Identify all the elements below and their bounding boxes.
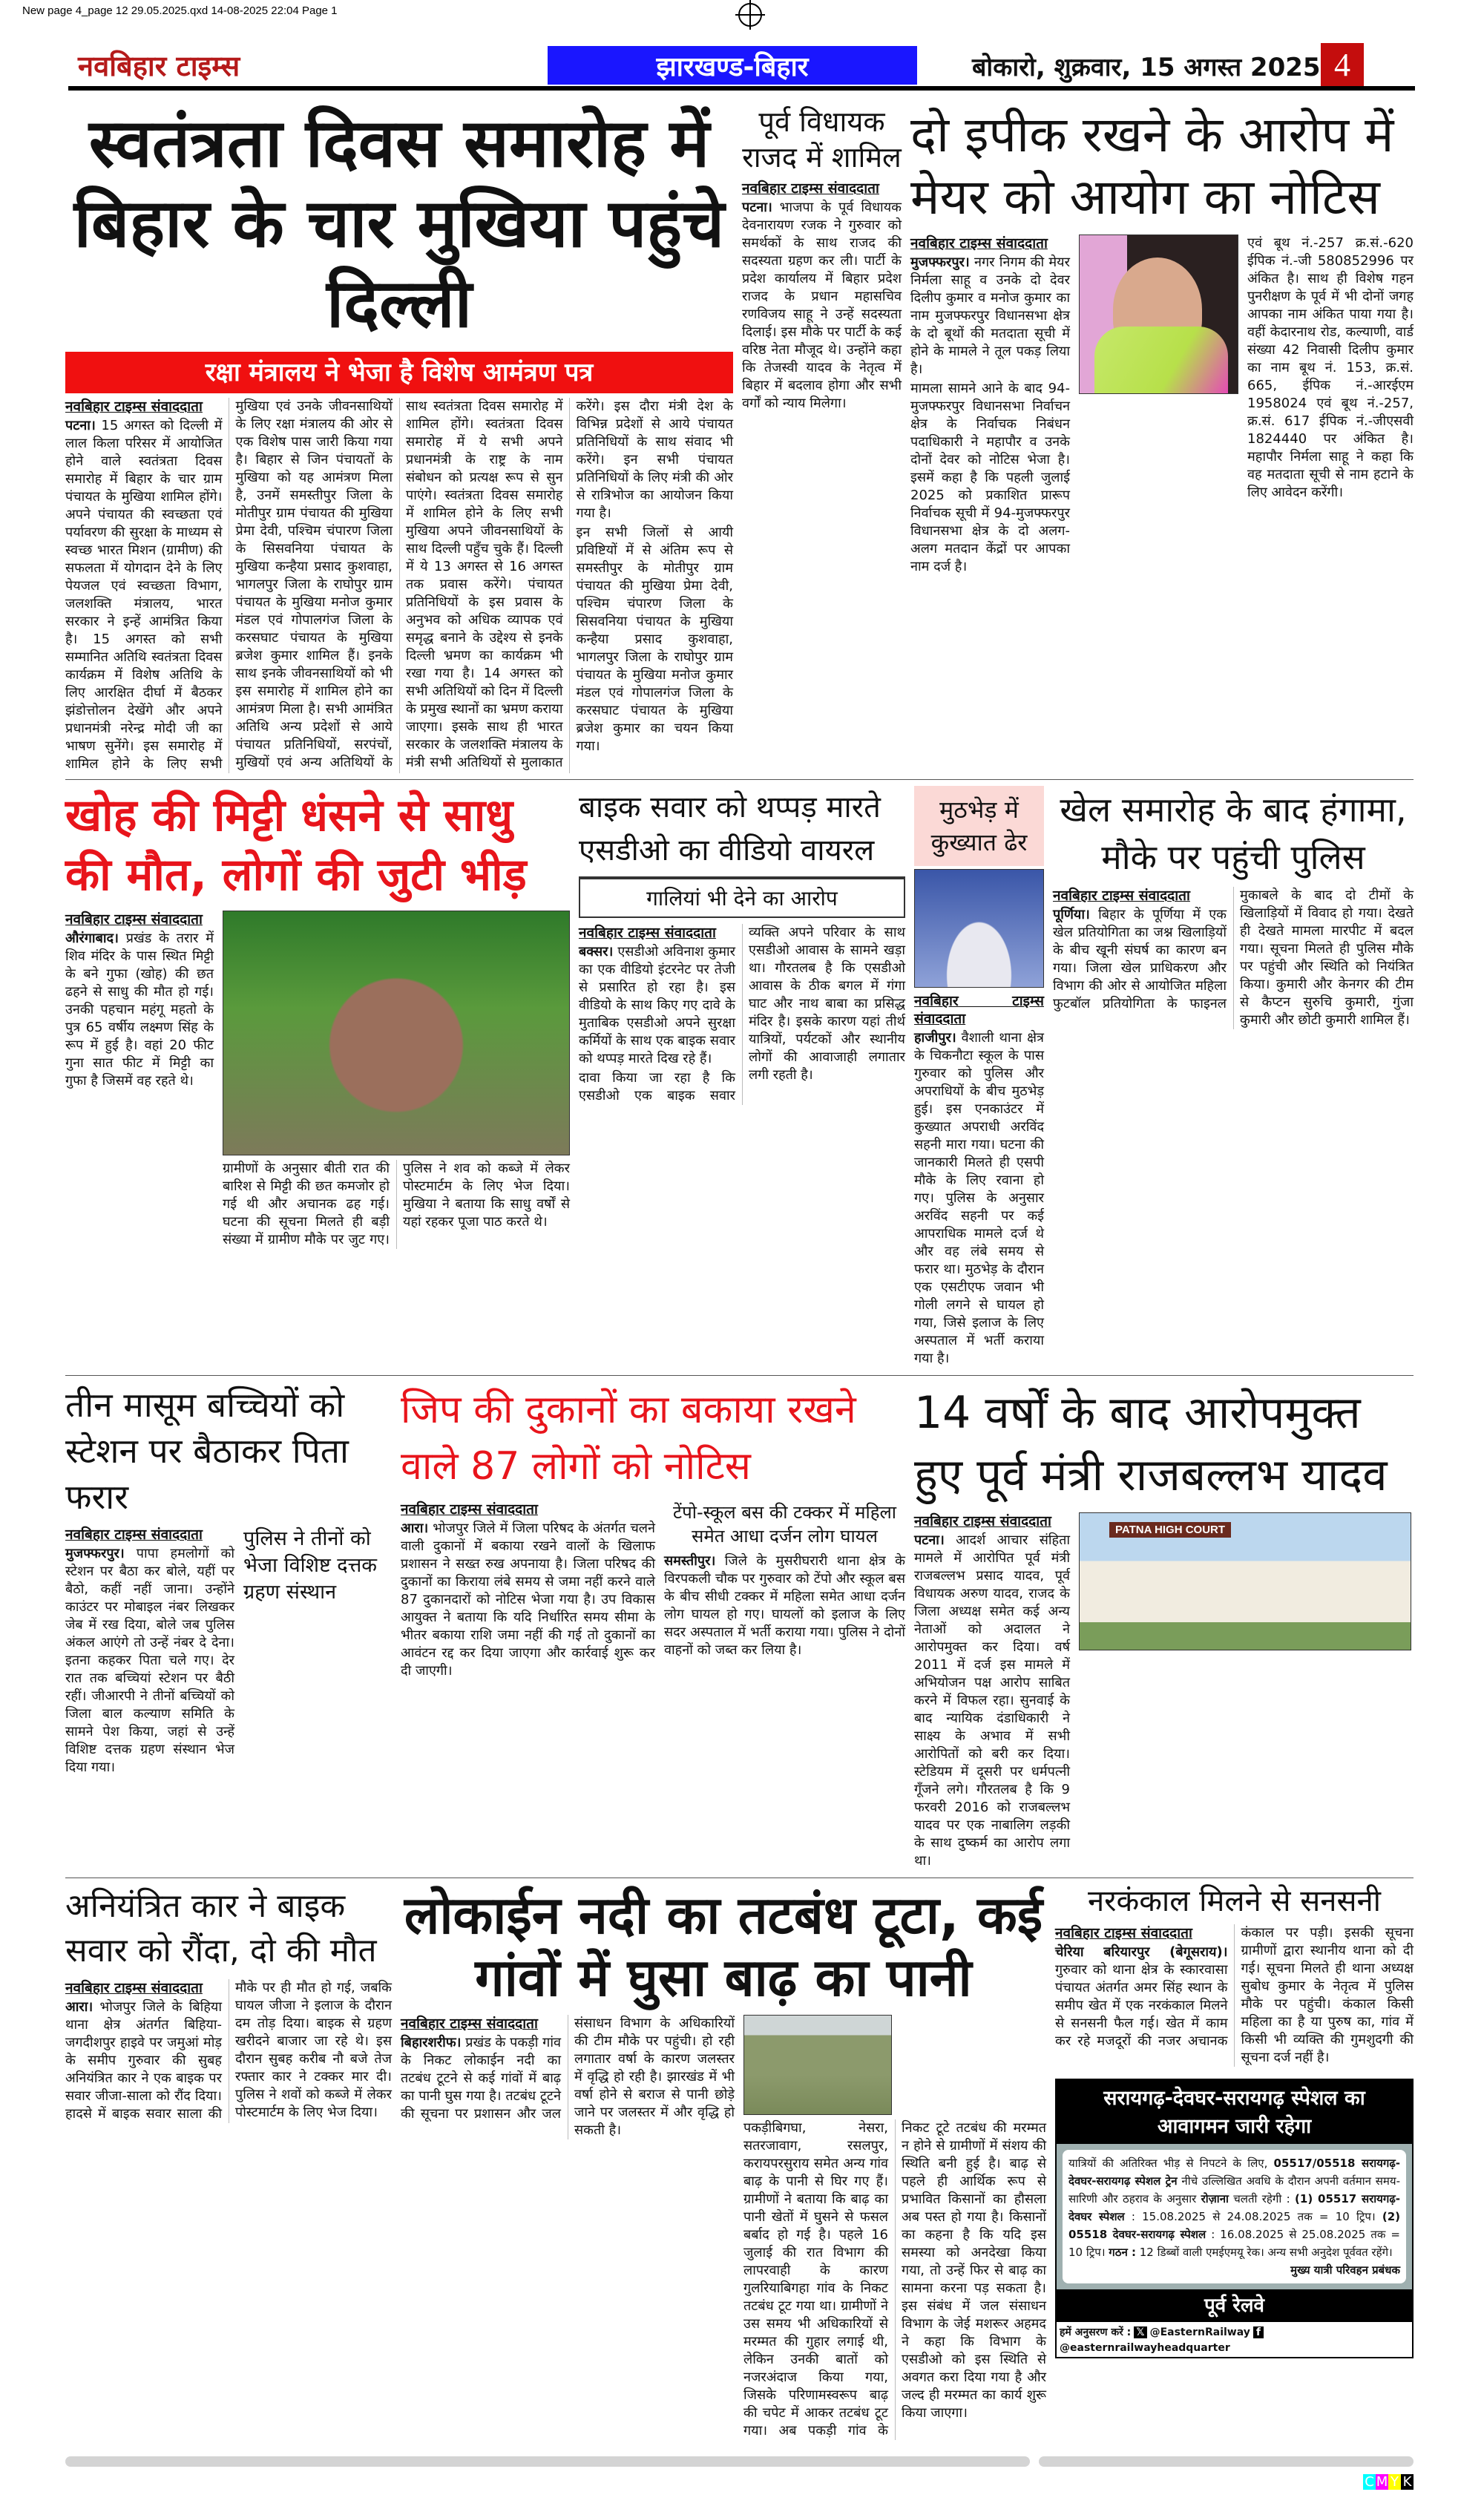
mla-headline: पूर्व विधायक राजद में शामिल xyxy=(742,105,902,174)
byline: नवबिहार टाइम्स संवाददाता xyxy=(401,1501,538,1518)
row-bottom xyxy=(65,1878,1414,2446)
ad-social-links: हमें अनुसरण करें : 𝕏 @EasternRailway f @easternrailwayheadquarter xyxy=(1057,2322,1412,2357)
facebook-icon: f xyxy=(1253,2326,1264,2338)
skeleton-headline: नरकंकाल मिलने से सनसनी xyxy=(1087,1884,1382,1918)
ad-notice: यात्रियों की अतिरिक्त भीड़ से निपटने के लिए, 05517/05518 सरायगढ़-देवघर-सरायगढ़ स्पेशल ट्रेन नीचे उल्लिखित अवधि के दौरान अपनी वर्तमान समय-सारिणी और ठहराव के अनुसार रोज़ाना चलती रहेगी : (1) 05517 सरायगढ़-देवघर स्पेशल : 15.08.2025 से 24.08.2025 तक = 10 ट्रिप। (2) 05518 देवघर-सरायगढ़ स्पेशल : 16.08.2025 से 25.08.2025 तक = 10 ट्रिप। गठन : 12 डिब्बों वाली एमईएमयू रेक। अन्य सभी अनुदेश पूर्ववत रहेंगे। मुख्य यात्री परिवहन प्रबंधक xyxy=(1063,2150,1406,2283)
encounter-headline: मुठभेड़ में कुख्यात ढेर xyxy=(930,796,1028,856)
byline: नवबिहार टाइम्स संवाददाता xyxy=(914,993,1044,1027)
lead-banner: रक्षा मंत्रालय ने भेजा है विशेष आमंत्रण पत्र xyxy=(65,352,733,393)
railway-advertisement xyxy=(1055,2079,1414,2358)
cmyk-color-bar: C M Y K xyxy=(65,2474,1414,2490)
mayor-column-1 xyxy=(910,235,1070,577)
photo-caption: PATNA HIGH COURT xyxy=(1109,1522,1231,1538)
lead-headline: स्वतंत्रता दिवस समारोह में बिहार के चार मुखिया पहुंचे दिल्ली xyxy=(73,105,725,343)
zip-body xyxy=(401,1501,655,1682)
byline: नवबिहार टाइम्स संवाददाता xyxy=(401,2016,538,2032)
encounter-headline-box xyxy=(914,786,1044,866)
dateline-location: पटना। xyxy=(914,1532,945,1548)
print-register-bar xyxy=(65,2456,1030,2467)
lokain-body-1 xyxy=(401,2015,735,2139)
sadhu-column-1 xyxy=(65,911,214,1092)
mla-story xyxy=(742,104,902,414)
byline: नवबिहार टाइम्स संवाददाता xyxy=(65,1526,203,1543)
children-headline: तीन मासूम बच्चियों को स्टेशन पर बैठाकर पिता फरार xyxy=(65,1385,349,1517)
encounter-body xyxy=(914,992,1044,1368)
dateline-location: मुजफ्फरपुर। xyxy=(65,1546,125,1561)
lokain-headline: लोकाईन नदी का तटबंध टूटा, कई गांवों में घुसा बाढ़ का पानी xyxy=(404,1885,1043,2008)
article-text: पकड़ीबिगघा, नेसरा, सतरजावाग, रसलपुर, करायपरसुराय समेत अन्य गांव बाढ़ के पानी से घिर गए हैं। ग्रामीणों ने बताया कि बाढ़ का पानी खेतों में घुसने से फसल बर्बाद हो गई है। पहले 16 जुलाई की रात विभाग की लापरवाही के कारण गुलरियाबिगहा गांव के निकट तटबंध टूट गया था। ग्रामीणों ने उस समय भी अधिकारियों से मरम्मत की गुहार लगाई थी, लेकिन उनकी बातों को नजरअंदाज किया गया, जिसके परिणामस्वरूप बाढ़ की चपेट में आकर तटबंध टूट गया। अब पकड़ी गांव के निकट टूटे तटबंध की मरम्मत न होने से ग्रामीणों में संशय की स्थिति बनी हुई है। बाढ़ से पहले ही आर्थिक रूप से प्रभावित किसानों का हौसला अब पस्त हो गया है। किसानों का कहना है कि यदि इस समस्या को अनदेखा किया गया, तो उन्हें फिर से बाढ़ का सामना करना पड़ सकता है। इस संबंध में जल संसाधन विभाग के जेई मशरूर अहमद ने कहा कि विभाग के एसडीओ को इस स्थिति से अवगत करा दिया गया है और जल्द ही मरम्मत का कार्य शुरू किया जाएगा। xyxy=(743,2120,1046,2439)
article-text: भाजपा के पूर्व विधायक देवनारायण रजक ने गुरुवार को समर्थकों के साथ राजद की सदस्यता ग्रहण कर ली। पार्टी के प्रदेश कार्यालय में बिहार प्रदेश राजद के प्रधान महासचिव रणविजय साहू ने उन्हें सदस्यता दिलाई। इस मौके पर पार्टी के कई वरिष्ठ नेता मौजूद थे। उन्होंने कहा कि तेजस्वी यादव के नेतृत्व में बिहार में बदलाव होगा और सभी वर्गों को न्याय मिलेगा। xyxy=(742,200,902,411)
facebook-handle-link[interactable]: @easternrailwayheadquarter xyxy=(1060,2342,1230,2354)
row-third xyxy=(65,1376,1414,1878)
lead-story xyxy=(65,104,733,773)
x-handle-link[interactable]: @EasternRailway xyxy=(1149,2326,1250,2338)
ad-organization: पूर्व रेलवे xyxy=(1204,2295,1264,2317)
newspaper-brand: नवबिहार टाइम्स xyxy=(78,50,240,82)
bus-accident-story xyxy=(664,1501,905,1661)
byline: नवबिहार टाइम्स संवाददाता xyxy=(910,235,1048,252)
right-bottom-column xyxy=(1055,1884,1414,2358)
mayor-headline: दो इपीक रखने के आरोप में मेयर को आयोग का नोटिस xyxy=(910,106,1394,226)
section-title: झारखण्ड-बिहार xyxy=(548,46,917,85)
article-text: आदर्श आचार संहिता मामले में आरोपित पूर्व मंत्री राजबल्लभ प्रसाद यादव, पूर्व विधायक अरुण यादव, राजद के जिला अध्यक्ष समेत कई अन्य नेताओं को अदालत ने आरोपमुक्त कर दिया। वर्ष 2011 में दर्ज इस मामले में अभियोजन पक्ष आरोप साबित करने में विफल रहा। सुनवाई के बाद न्यायिक दंडाधिकारी ने साक्ष्य के अभाव में सभी आरोपितों को बरी कर दिया। स्टेडियम में दूसरी पर धर्मपत्नी गूँजने लगे। गौरतलब है कि 9 फरवरी 2016 को राजबल्लभ यादव पर एक नाबालिग लड़की के साथ दुष्कर्म का आरोप लगा था। xyxy=(914,1532,1070,1869)
lokain-body-2 xyxy=(743,2119,1046,2440)
ad-signatory: मुख्य यात्री परिवहन प्रबंधक xyxy=(1290,2263,1400,2277)
byline: नवबिहार टाइम्स संवाददाता xyxy=(579,925,716,941)
article-text: वैशाली थाना क्षेत्र के चिकनौटा स्कूल के पास गुरुवार को पुलिस और अपराधियों के बीच मुठभेड़ हुई। इस एनकाउंटर में कुख्यात अपराधी अरविंद सहनी मारा गया। घटना की जानकारी मिलते ही एसपी मौके के लिए रवाना हो गए। पुलिस के अनुसार अरविंद सहनी पर कई आपराधिक मामले दर्ज थे और वह लंबे समय से फरार था। मुठभेड़ के दौरान एक एसटीएफ जवान भी गोली लगने से घायल हो गया, जिसे इलाज के लिए अस्पताल में भर्ती कराया गया है। xyxy=(914,1030,1044,1366)
high-court-photo xyxy=(1079,1512,1411,1650)
dateline-location: पूर्णिया। xyxy=(1053,907,1090,922)
sports-story xyxy=(1053,786,1414,1029)
flood-photo xyxy=(743,2015,892,2115)
byline: नवबिहार टाइम्स संवाददाता xyxy=(1055,1925,1192,1941)
article-text: भोजपुर जिले में जिला परिषद के अंतर्गत चलने वाली दुकानों में बकाया रखने वालों के खिलाफ प्रशासन ने सख्त रुख अपनाया है। जिला परिषद की दुकानों का किराया लंबे समय से जमा नहीं करने वाले 87 दुकानदारों को नोटिस भेजा गया है। उप विकास आयुक्त ने बताया कि यदि निर्धारित समय सीमा के भीतर बकाया राशि जमा नहीं की गई तो दुकानों का आवंटन रद्द कर दिया जाएगा और कार्रवाई शुरू कर दी जाएगी। xyxy=(401,1521,655,1679)
sadhu-column-2 xyxy=(223,1160,570,1249)
zip-headline: जिप की दुकानों का बकाया रखने वाले 87 लोगों को नोटिस xyxy=(401,1388,856,1489)
encounter-photo xyxy=(914,869,1044,988)
skeleton-story xyxy=(1055,1884,1414,2067)
x-logo-icon: 𝕏 xyxy=(1134,2326,1146,2338)
car-story xyxy=(65,1884,392,2123)
dateline-location: चेरिया बरियारपुर (बेगूसराय)। xyxy=(1055,1944,1228,1960)
children-story xyxy=(65,1382,392,1778)
row-top xyxy=(65,98,1414,780)
page-number: 4 xyxy=(1321,43,1364,86)
page-content xyxy=(65,0,1414,2446)
article-text: इन सभी जिलों से आयी प्रविष्टियों में से अंतिम रूप से समस्तीपुर के मोतीपुर ग्राम पंचायत की मुखिया प्रेमा देवी, पश्चिम चंपारण जिला के सिसवनिया पंचायत के मुखिया कन्हैया प्रसाद कुशवाहा, भागलपुर जिला के राघोपुर ग्राम पंचायत के मुखिया मनोज कुमार मंडल एवं गोपालगंज जिला के करसघाट पंचायत के मुखिया ब्रजेश कुमार का चयन किया गया। xyxy=(576,525,733,754)
dateline-location: मुजफ्फरपुर। xyxy=(910,255,970,270)
article-text: बिहार के पूर्णिया में एक खेल प्रतियोगिता का जश्न खिलाड़ियों के बीच खूनी संघर्ष का कारण बन गया। जिला खेल प्राधिकरण और विभाग की ओर से आयोजित महिला फुटबॉल प्रतियोगिता के फाइनल मुकाबले के बाद दो टीमों के खिलाड़ियों में विवाद हो गया। देखते ही देखते मामला मारपीट में बदल गया। सूचना मिलते ही पुलिस मौके पर पहुंची और स्थिति को नियंत्रित किया। कुमारी और केनगर की टीम से कैप्टन सुरुचि कुमारी, गुंजा कुमारी और छोटी कुमारी शामिल हैं। xyxy=(1053,888,1414,1028)
article-text: एवं बूथ नं.-257 क्र.सं.-620 ईपिक नं.-जी 580852996 पर अंकित है। साथ ही विशेष गहन पुनरीक्षण के पूर्व में भी दोनों जगह आपका नाम अंकित पाया गया है। वहीं केदारनाथ रोड, कल्याणी, वार्ड संख्या 42 निवासी दिलीप कुमार का नाम बूथ नं. 153, क्र.सं. 665, ईपिक नं.-आरईएम 1958024 एवं बूथ नं.-257, क्र.सं. 617 ईपिक नं.-जीएसवी 1824440 पर अंकित है। महापौर निर्मला साहू ने कहा कि वह मतदाता सूची से नाम हटाने के लिए आवेदन करेंगी। xyxy=(1247,235,1414,500)
article-text: भोजपुर जिले के बिहिया थाना क्षेत्र अंतर्गत बिहिया-जगदीशपुर हाइवे पर जमुआं मोड़ के समीप गुरुवार की सुबह अनियंत्रित कार ने एक बाइक पर सवार जीजा-साला को रौंद दिया। हादसे में बाइक सवार साला की मौके पर ही मौत हो गई, जबकि घायल जीजा ने इलाज के दौरान दम तोड़ दिया। बाइक से ग्रहण खरीदने बाजार जा रहे थे। इस दौरान सुबह करीब नौ बजे तेज रफ्तार कार ने टक्कर मार दी। पुलिस ने शवों को कब्जे में लेकर पोस्टमार्टम के लिए भेज दिया। xyxy=(65,1980,392,2122)
encounter-story xyxy=(914,786,1044,1369)
sadhu-headline: खोह की मिट्टी धंसने से साधु की मौत, लोगों की जुटी भीड़ xyxy=(65,790,527,901)
car-body xyxy=(65,1979,392,2123)
byline: नवबिहार टाइम्स संवाददाता xyxy=(65,1980,203,1996)
dateline-location: आरा। xyxy=(65,1999,93,2015)
lokain-story xyxy=(401,1884,1046,2440)
skeleton-body xyxy=(1055,1924,1414,2067)
ad-title: सरायगढ़-देवघर-सरायगढ़ स्पेशल का आवागमन जारी रहेगा xyxy=(1103,2087,1365,2138)
yadav-column-1 xyxy=(914,1512,1070,1872)
byline: नवबिहार टाइम्स संवाददाता xyxy=(65,911,203,928)
byline: नवबिहार टाइम्स संवाददाता xyxy=(1053,888,1190,904)
car-headline: अनियंत्रित कार ने बाइक सवार को रौंदा, दो की मौत xyxy=(65,1887,377,1970)
dateline-location: बिहारशरीफ। xyxy=(401,2035,462,2050)
article-text: नगर निगम की मेयर निर्मला साहू व उनके दो देवर दिलीप कुमार व मनोज कुमार का नाम मुजफ्फरपुर विधानसभा क्षेत्र के दो बूथों की मतदाता सूची में होने के मामले ने तूल पकड़ लिया है। xyxy=(910,255,1070,377)
article-text: प्रखंड के पकड़ी गांव के निकट लोकाईन नदी का तटबंध टूटने से कई गांवों में बाढ़ का पानी घुस गया है। तटबंध टूटने की सूचना पर प्रशासन और जल संसाधन विभाग के अधिकारियों की टीम मौके पर पहुंची। हो रही लगातार वर्षा के कारण जलस्तर में वृद्धि हो रही है। झारखंड में भी वर्षा होने से बराज से पानी छोड़े जाने पर जलस्तर में और वृद्धि हो सकती है। xyxy=(401,2016,735,2138)
zip-story xyxy=(401,1382,905,1682)
byline: नवबिहार टाइम्स संवाददाता xyxy=(914,1513,1051,1529)
dateline-location: हाजीपुर। xyxy=(914,1030,956,1046)
print-register-bar xyxy=(1039,2456,1414,2467)
mayor-photo xyxy=(1079,235,1238,394)
article-text: प्रखंड के तरार में शिव मंदिर के पास स्थित मिट्टी के बने गुफा (खोह) की छत ढहने से साधु की मौत हो गई। उनकी पहचान महंगू महतो के पुत्र 65 वर्षीय लक्ष्मण सिंह के रूप में हुई है। वहां 20 फीट गुना सात फीट में मिट्टी का गुफा है जिसमें वह रहते थे। xyxy=(65,931,214,1089)
sadhu-story xyxy=(65,786,570,1249)
byline: नवबिहार टाइम्स संवाददाता xyxy=(742,180,879,197)
byline: नवबिहार टाइम्स संवाददाता xyxy=(65,399,203,415)
children-body xyxy=(65,1526,234,1778)
article-text: एसडीओ अविनाश कुमार का एक वीडियो इंटरनेट पर तेजी से प्रसारित हो रहा है। इस वीडियो के साथ किए गए दावे के मुताबिक एसडीओ अपने सुरक्षा कर्मियों के साथ एक बाइक सवार को थप्पड़ मारते दिख रहे हैं। xyxy=(579,944,735,1066)
dateline-location: समस्तीपुर। xyxy=(664,1553,716,1569)
sdo-body xyxy=(579,924,905,1105)
sports-headline: खेल समारोह के बाद हंगामा, मौके पर पहुंची पुलिस xyxy=(1060,790,1407,877)
children-subhead: पुलिस ने तीनों को भेजा विशिष्ट दत्तक ग्रहण संस्थान xyxy=(243,1527,378,1604)
dateline: बोकारो, शुक्रवार, 15 अगस्त 2025 xyxy=(972,53,1321,82)
sdo-story xyxy=(579,786,905,1105)
article-text: 15 अगस्त को दिल्ली में लाल किला परिसर में आयोजित होने वाले स्वतंत्रता दिवस समारोह में बिहार के चार ग्राम पंचायत के मुखिया शामिल होंगे। अपने पंचायत की स्वच्छता एवं पर्यावरण की सुरक्षा के माध्यम से स्वच्छ भारत मिशन (ग्रामीण) की सफलता में योगदान देने के लिए पेयजल एवं स्वच्छता विभाग, जलशक्ति मंत्रालय, भारत सरकार ने इन्हें आमंत्रित किया है। 15 अगस्त को सभी सम्मानित अतिथि स्वतंत्रता दिवस कार्यक्रम में विशेष अतिथि के लिए आरक्षित दीर्घा में बैठकर झंडोत्तोलन देखेंगे और अपने प्रधानमंत्री नरेन्द्र मोदी जी का भाषण सुनेंगे। इस समारोह में शामिल होने के लिए सभी मुखिया एवं उनके जीवनसाथियों के लिए रक्षा मंत्रालय की ओर से एक विशेष पास जारी किया गया है। बिहार से जिन पंचायतों के मुखिया को यह आमंत्रण मिला है, उनमें समस्तीपुर जिला के मोतीपुर ग्राम पंचायत की मुखिया प्रेमा देवी, पश्चिम चंपारण जिला के सिसवनिया पंचायत के मुखिया कन्हैया प्रसाद कुशवाहा, भागलपुर जिला के राघोपुर ग्राम पंचायत के मुखिया मनोज कुमार मंडल एवं गोपालगंज जिला के करसघाट पंचायत के मुखिया ब्रजेश कुमार शामिल हैं। इनके साथ इनके जीवनसाथियों को भी इस समारोह में शामिल होने का आमंत्रण मिला है। सभी आमंत्रित अतिथि अन्य प्रदेशों से आये पंचायत प्रतिनिधियों, सरपंचों, मुखियों एवं अन्य अतिथियों के साथ स्वतंत्रता दिवस समारोह में शामिल होंगे। स्वतंत्रता दिवस समारोह में ये सभी अपने प्रधानमंत्री के राष्ट्र के नाम संबोधन को प्रत्यक्ष रूप से सुन पाएंगे। स्वतंत्रता दिवस समारोह में शामिल होने के लिए सभी मुखिया अपने जीवनसाथियों के साथ दिल्ली पहुँच चुके हैं। दिल्ली में ये 13 अगस्त से 16 अगस्त तक प्रवास करेंगे। पंचायत प्रतिनिधियों के इस प्रवास के अनुभव को अधिक व्यापक एवं समृद्ध बनाने के उद्देश्य से इनके दिल्ली भ्रमण का कार्यक्रम भी रखा गया है। 14 अगस्त को सभी अतिथियों को दिन में दिल्ली के प्रमुख स्थानों का भ्रमण कराया जाएगा। इसके साथ ही भारत सरकार के जलशक्ति मंत्रालय के मंत्री सभी अतिथियों से मुलाकात करेंगे। इस दौरा मंत्री देश के विभिन्न प्रदेशों से आये पंचायत प्रतिनिधियों के साथ संवाद भी करेंगे। इन सभी पंचायत प्रतिनिधियों के लिए मंत्री की ओर से रात्रिभोज का आयोजन किया गया है। xyxy=(65,399,733,772)
print-slug: New page 4_page 12 29.05.2025.qxd 14-08-2025 22:04 Page 1 xyxy=(22,4,338,17)
dateline-location: पटना। xyxy=(65,418,96,433)
dateline-location: औरंगाबाद। xyxy=(65,931,119,946)
dateline-location: आरा। xyxy=(401,1521,429,1536)
row-second xyxy=(65,780,1414,1376)
sdo-subhead: गालियां भी देने का आरोप xyxy=(579,876,905,918)
dateline-location: पटना। xyxy=(742,200,772,215)
print-marks xyxy=(65,2456,1414,2512)
article-text: गुरुवार को थाना क्षेत्र के स्कारवासा पंचायत अंतर्गत अमर सिंह स्थान के समीप खेत में एक नरकंकाल मिलने से सनसनी फैल गई। खेत में काम कर रहे मजदूरों की नजर अचानक कंकाल पर पड़ी। इसकी सूचना ग्रामीणों द्वारा स्थानीय थाना को दी गई। सूचना मिलते ही थाना अध्यक्ष सुबोध कुमार के नेतृत्व में पुलिस मौके पर पहुंची। कंकाल किसी महिला का है या पुरुष का, गांव में किसी भी व्यक्ति की गुमशुदगी की सूचना दर्ज नहीं है। xyxy=(1055,1925,1414,2065)
crowd-photo xyxy=(223,911,570,1155)
sports-body xyxy=(1053,887,1414,1029)
article-text: मामला सामने आने के बाद 94-मुजफ्फरपुर विधानसभा निर्वाचन क्षेत्र के निर्वाचक निबंधन पदाधिकारी ने महापौर व उनके दोनों देवर को नोटिस भेजा है। इसमें कहा है कि पहली जुलाई 2025 को प्रकाशित प्रारूप निर्वाचक सूची में 94-मुजफ्फरपुर विधानसभा क्षेत्र के दो अलग-अलग मतदान केंद्रों पर आपका नाम दर्ज है। xyxy=(910,381,1070,574)
dateline-location: बक्सर। xyxy=(579,944,614,960)
mayor-story xyxy=(910,104,1414,577)
article-text: ग्रामीणों के अनुसार बीती रात की बारिश से मिट्टी की छत कमजोर हो गई थी और अचानक ढह गई। घटना की सूचना मिलते ही बड़ी संख्या में ग्रामीण मौके पर जुट गए। पुलिस ने शव को कब्जे में लेकर पोस्टमार्टम के लिए भेज दिया। मुखिया ने बताया कि साधु वर्षों से यहां रहकर पूजा पाठ करते थे। xyxy=(223,1161,570,1247)
bus-accident-headline: टेंपो-स्कूल बस की टक्कर में महिला समेत आधा दर्जन लोग घायल xyxy=(673,1502,896,1547)
article-text: जिले के मुसरीघरारी थाना क्षेत्र के विरपकली चौक पर गुरुवार को टेंपो और स्कूल बस के बीच सीधी टक्कर में महिला समेत आधा दर्जन लोग घायल हो गए। घायलों को इलाज के लिए सदर अस्पताल में भर्ती कराया गया। पुलिस ने दोनों वाहनों को जब्त कर लिया है। xyxy=(664,1553,905,1658)
article-text: दावा किया जा रहा है कि एसडीओ एक बाइक सवार व्यक्ति अपने परिवार के साथ एसडीओ आवास के सामने खड़ा था। गौरतलब है कि एसडीओ आवास के ठीक बगल में गंगा घाट और नाथ बाबा का प्रसिद्ध मंदिर है। इसके कारण यहां तीर्थ यात्रियों, पर्यटकों और स्थानीय लोगों की आवाजाही लगातार लगी रहती है। xyxy=(579,925,905,1103)
yadav-story xyxy=(914,1382,1414,1872)
sdo-headline: बाइक सवार को थप्पड़ मारते एसडीओ का वीडियो वायरल xyxy=(579,790,881,868)
yadav-headline: 14 वर्षों के बाद आरोपमुक्त हुए पूर्व मंत्री राजबल्लभ यादव xyxy=(914,1387,1388,1501)
mayor-column-2 xyxy=(1247,235,1414,503)
article-text: पापा हमलोगों को स्टेशन पर बैठा कर बोले, यहीं पर बैठो, कहीं नहीं जाना। उन्होंने काउंटर पर मोबाइल नंबर लिखकर जेब में रख दिया, बोले जब पुलिस अंकल आएंगे तो उन्हें नंबर दे देना। इतना कहकर पिता चले गए। देर रात तक बच्चियां स्टेशन पर बैठी रहीं। जीआरपी ने तीनों बच्चियों को जिला बाल कल्याण समिति के सामने पेश किया, जहां से उन्हें विशिष्ट दत्तक ग्रहण संस्थान भेज दिया गया। xyxy=(65,1546,234,1775)
